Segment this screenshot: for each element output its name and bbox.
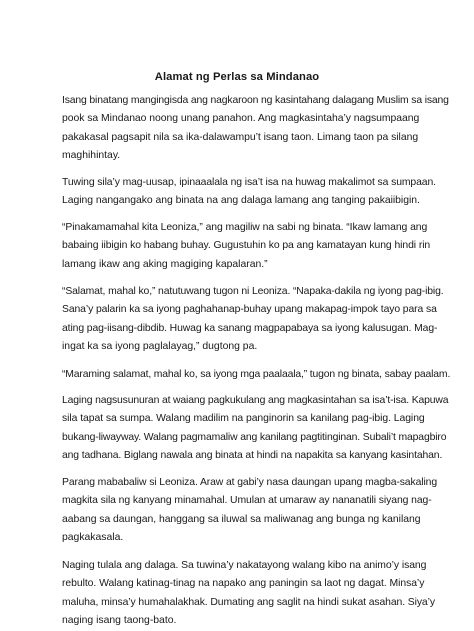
paragraph-line: Sana’y palarin ka sa iyong paghahanap-buhay upang makapag-impok tayo para sa bbox=[62, 304, 437, 316]
paragraph-line: sila tapat sa sumpa. Walang madilim na panginorin sa kanilang pag-ibig. Laging bbox=[62, 413, 425, 425]
paragraph-3 bbox=[62, 219, 431, 274]
paragraph-line: aabang sa daungan, hanggang sa iluwal sa maliwanag ang bunga ng kanilang bbox=[62, 513, 421, 525]
paragraph-line: Naging tulala ang dalaga. Sa tuwina’y nakatayong walang kibo na animo’y isang bbox=[62, 560, 427, 571]
paragraph-2 bbox=[62, 174, 436, 211]
paragraph-line: maluha, minsa’y humahalakhak. Dumating ang saglit na hindi sukat asahan. Siya’y bbox=[62, 596, 435, 608]
paragraph-line: bukang-liwayway. Walang pagmamaliw ang kanilang pagtitinginan. Subali’t mapagbiro bbox=[62, 431, 447, 443]
paragraph-line: ingat ka sa iyong paglalayag,” dugtong pa. bbox=[62, 341, 258, 353]
paragraph-8 bbox=[62, 557, 435, 631]
paragraph-line: maghihintay. bbox=[62, 150, 121, 162]
paragraph-line: Tuwing sila’y mag-uusap, ipinaaalala ng isa’t isa na huwag makalimot sa sumpaan. bbox=[62, 177, 436, 188]
paragraph-line: pook sa Mindanao noong unang panahon. Ang magkasintaha’y nagsumpaang bbox=[62, 113, 420, 125]
paragraph-line: Laging nagsusunuran at waiang pagkukulang ang magkasintahan sa isa’t-isa. Kapuwa bbox=[62, 395, 449, 406]
paragraph-line: “Maraming salamat, mahal ko, sa iyong mga paalaala,” tugon ng binata, sabay paalam. bbox=[62, 369, 451, 380]
document-title: Alamat ng Perlas sa Mindanao bbox=[154, 71, 320, 83]
paragraph-line: “Pinakamamahal kita Leoniza,” ang magiliw na sabi ng binata. “Ikaw lamang ang bbox=[62, 222, 428, 233]
paragraph-line: Isang binatang mangingisda ang nagkaroon ng kasintahang dalagang Muslim sa isang bbox=[62, 95, 449, 106]
paragraph-line: magkita sila ng kanyang minamahal. Umulan at umaraw ay nananatili siyang nag- bbox=[62, 495, 432, 507]
paragraph-line: ating pag-iisang-dibdib. Huwag ka sanang magpapabaya sa iyong kalusugan. Mag- bbox=[62, 322, 438, 334]
paragraph-line: pagkakasala. bbox=[62, 532, 124, 544]
paragraph-line: pakakasal pagsapit nila sa ika-dalawampu’t isang taon. Limang taon pa silang bbox=[62, 131, 419, 143]
paragraph-line: naging isang taong-bato. bbox=[62, 615, 177, 627]
paragraph-1 bbox=[62, 92, 449, 166]
paragraph-line: Laging nangangako ang binata na ang dalaga lamang ang tanging pakaiibigin. bbox=[62, 195, 420, 207]
paragraph-line: “Salamat, mahal ko,” natutuwang tugon ni Leoniza. “Napaka-dakila ng iyong pag-ibig. bbox=[62, 286, 444, 297]
paragraph-line: Parang mababaliw si Leoniza. Araw at gabi’y nasa daungan upang magba-sakaling bbox=[62, 477, 438, 488]
paragraph-line: babaing iibigin ko habang buhay. Gugustuhin ko pa ang kamatayan kung hindi rin bbox=[62, 240, 431, 252]
paragraph-line: lamang ikaw ang aking magiging kapalaran.” bbox=[62, 258, 268, 270]
paragraph-5 bbox=[62, 366, 451, 384]
paragraph-6 bbox=[62, 392, 449, 466]
paragraph-line: rebulto. Walang katinag-tinag na napako ang paningin sa laot ng dagat. Minsa’y bbox=[62, 578, 425, 590]
paragraph-7 bbox=[62, 474, 438, 548]
paragraph-4 bbox=[62, 283, 444, 357]
paragraph-line: ang tadhana. Biglang nawala ang binata at hindi na napakita sa kanyang kasintahan. bbox=[62, 450, 443, 462]
